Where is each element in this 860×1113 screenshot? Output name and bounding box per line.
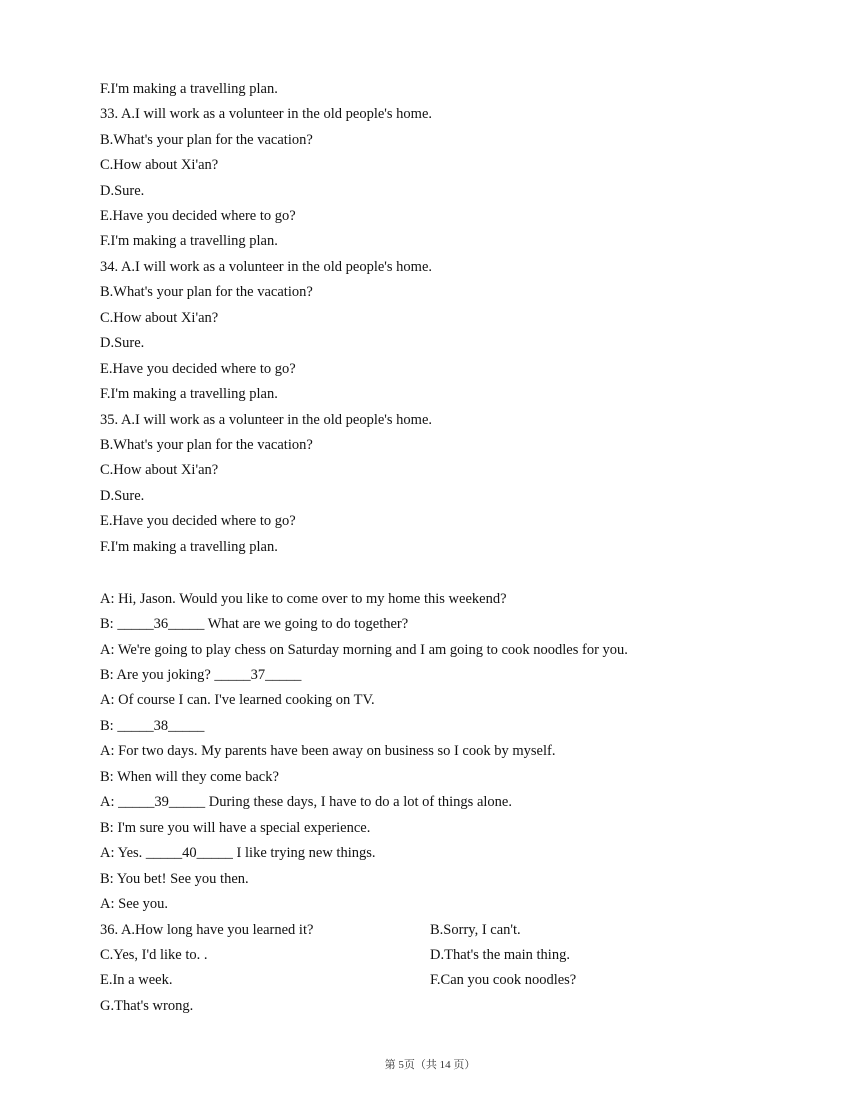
dialogue-line: B: When will they come back? xyxy=(100,769,279,785)
option-line: F.I'm making a travelling plan. xyxy=(100,386,278,402)
option-line: C.How about Xi'an? xyxy=(100,310,219,326)
option-line: E.Have you decided where to go? xyxy=(100,208,296,224)
option-line: D.Sure. xyxy=(100,183,145,199)
option-line: D.Sure. xyxy=(100,335,145,351)
option-line: B.What's your plan for the vacation? xyxy=(100,284,313,300)
answer-option-right: B.Sorry, I can't. xyxy=(430,922,521,938)
dialogue-line: A: _____39_____ During these days, I have to do a lot of things alone. xyxy=(100,794,512,810)
option-line: B.What's your plan for the vacation? xyxy=(100,132,313,148)
answer-option-left: C.Yes, I'd like to. . xyxy=(100,947,208,963)
answer-option-left: G.That's wrong. xyxy=(100,998,194,1014)
dialogue-line: A: We're going to play chess on Saturday morning and I am going to cook noodles for you. xyxy=(100,642,628,658)
page-number-footer: 第 5页（共 14 页） xyxy=(384,1059,476,1071)
option-line: C.How about Xi'an? xyxy=(100,462,219,478)
question-line: 35. A.I will work as a volunteer in the old people's home. xyxy=(100,412,433,428)
dialogue-line: B: You bet! See you then. xyxy=(100,871,249,887)
dialogue-line: B: _____36_____ What are we going to do together? xyxy=(100,616,409,632)
option-line: E.Have you decided where to go? xyxy=(100,513,296,529)
option-line: F.I'm making a travelling plan. xyxy=(100,81,278,97)
question-line: 34. A.I will work as a volunteer in the old people's home. xyxy=(100,259,433,275)
option-line: F.I'm making a travelling plan. xyxy=(100,233,278,249)
answer-option-right: D.That's the main thing. xyxy=(430,947,570,963)
dialogue-line: B: _____38_____ xyxy=(100,718,205,734)
question-line: 33. A.I will work as a volunteer in the old people's home. xyxy=(100,106,433,122)
option-line: B.What's your plan for the vacation? xyxy=(100,437,313,453)
dialogue-line: A: See you. xyxy=(100,896,169,912)
option-line: C.How about Xi'an? xyxy=(100,157,219,173)
option-line: E.Have you decided where to go? xyxy=(100,361,296,377)
option-line: D.Sure. xyxy=(100,488,145,504)
dialogue-line: A: Yes. _____40_____ I like trying new things. xyxy=(100,845,376,861)
dialogue-line: A: Of course I can. I've learned cooking on TV. xyxy=(100,692,375,708)
dialogue-line: A: Hi, Jason. Would you like to come over to my home this weekend? xyxy=(100,591,507,607)
dialogue-line: A: For two days. My parents have been away on business so I cook by myself. xyxy=(100,743,556,759)
option-line: F.I'm making a travelling plan. xyxy=(100,539,278,555)
dialogue-line: B: Are you joking? _____37_____ xyxy=(100,667,302,683)
answer-option-left: 36. A.How long have you learned it? xyxy=(100,922,314,938)
answer-option-left: E.In a week. xyxy=(100,972,173,988)
dialogue-line: B: I'm sure you will have a special experience. xyxy=(100,820,371,836)
answer-option-right: F.Can you cook noodles? xyxy=(430,972,577,988)
